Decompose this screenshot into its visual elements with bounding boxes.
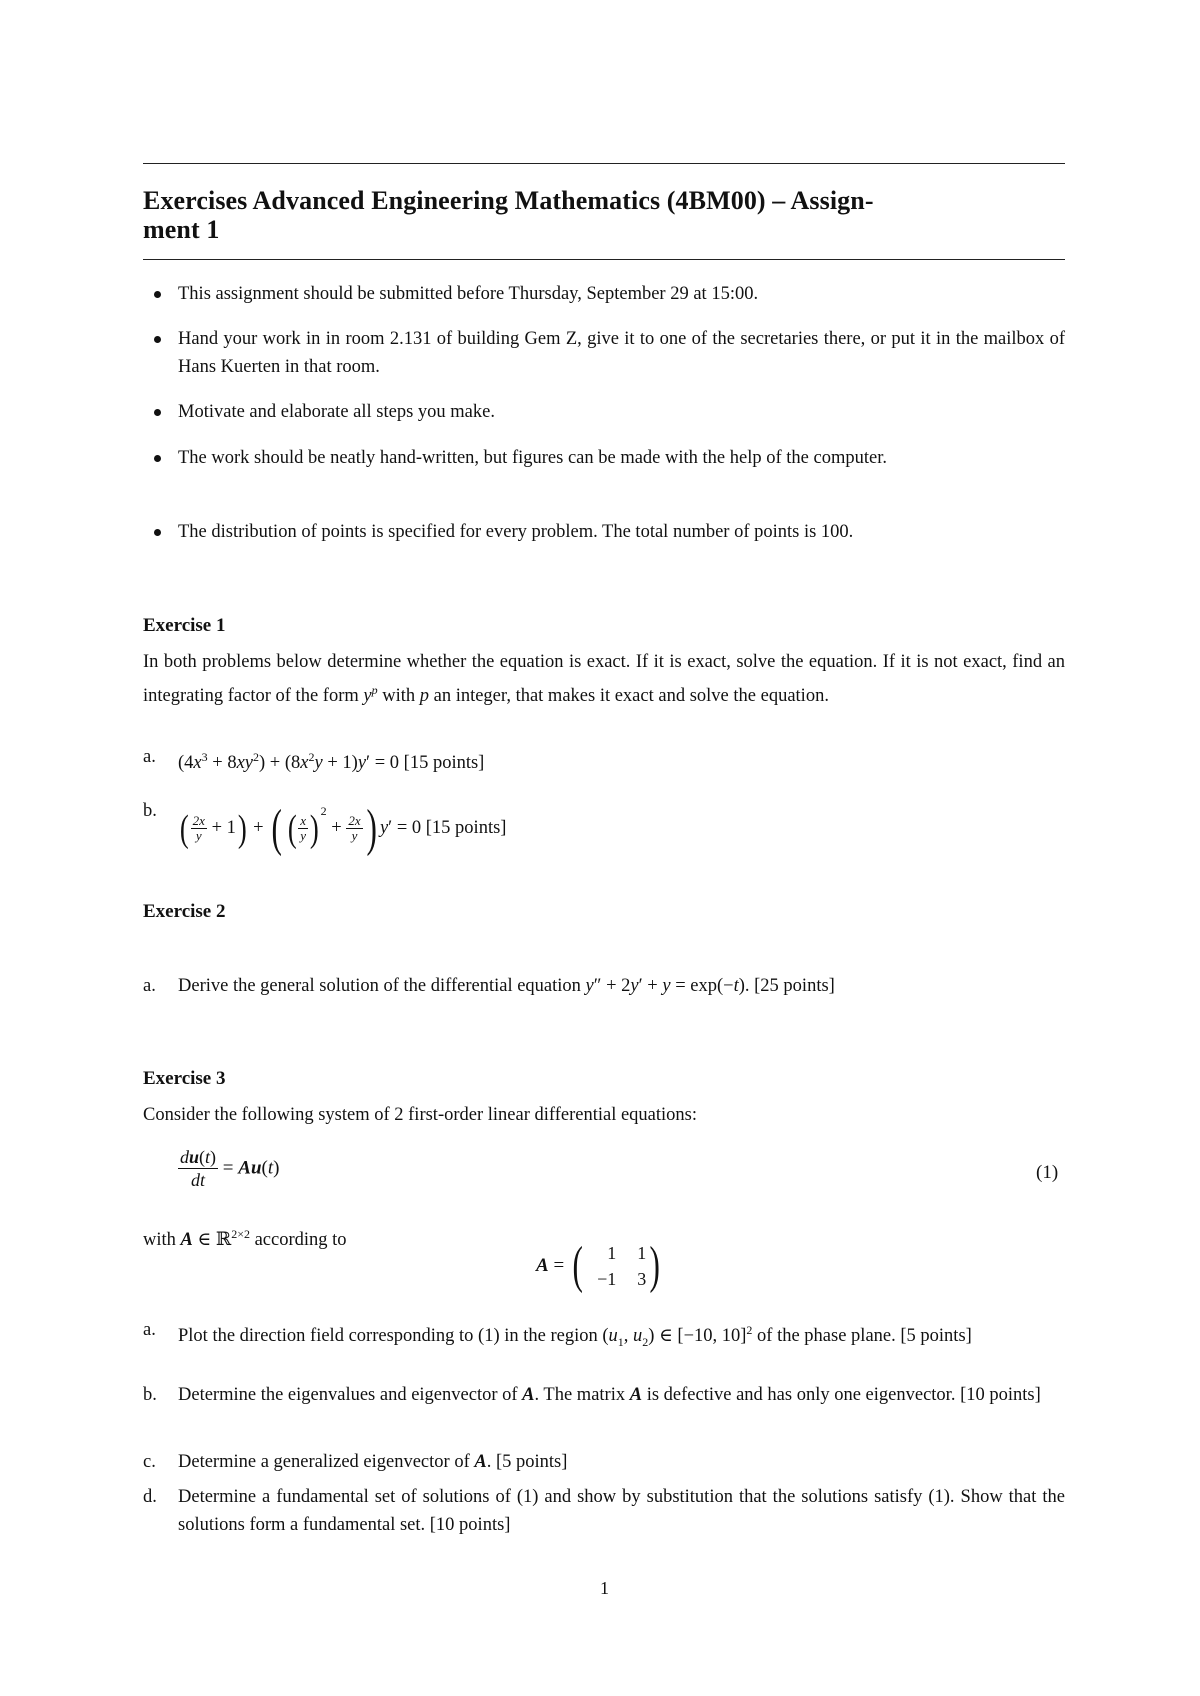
equation-1-system: $\frac{du(t)}{dt}$ = Au(t) [180,1147,280,1190]
exercise-1-intro: In both problems below determine whether the equation is exact. If it is exact, solve the equation. If it is not exact, find an integrating factor of the form $y^p$ with p an integer, that makes it exact and solve the equation. [143,652,1065,707]
equation-1b: ( $\frac{2x}{y}$ + 1) + ( ( $\frac{x}{y}$ ) $^2$ + $\frac{2x}{y}$ ) y′ = 0 [179,799,422,857]
bullet-icon [154,336,161,343]
title-bottom-rule [143,259,1065,260]
matrix-A: A = ( 1 1 −1 3 ) [536,1237,661,1294]
equation-number: (1) [1036,1162,1059,1183]
exercise-1-item-b: b. ( $\frac{2x}{y}$ + 1) + ( ( $\frac{x}{y}$ ) $^2$ + $\frac{2x}{y}$ ) y′ = 0 [15 points] [143,799,507,857]
exercise-1-heading: Exercise 1 [143,615,226,636]
instruction-item: Hand your work in in room 2.131 of building Gem Z, give it to one of the secretaries there, or put it in the mailbox of Hans Kuerten in that room. [178,325,1065,381]
equation-1a: $(4x^3 + 8xy^2) + (8x^2y + 1)y' = 0$ [178,750,400,774]
matrix-intro: with A ∈ ℝ$^{2\times 2}$ according to [143,1227,347,1251]
exercise-3-heading: Exercise 3 [143,1068,226,1089]
exercise-3-item-b: b. Determine the eigenvalues and eigenvector of A. The matrix A is defective and has only one eigenvector. [10 points] [143,1385,1041,1405]
bullet-icon [154,455,161,462]
equation-2a: y″ + 2y′ + y = exp(−t). [585,976,750,996]
bullet-icon [154,409,161,416]
title-line-1: Exercises Advanced Engineering Mathematics (4BM00) – Assign- [143,186,874,215]
exercise-2-item-a: a. Derive the general solution of the differential equation y″ + 2y′ + y = exp(−t). [25 points] [143,976,835,996]
instruction-item: The distribution of points is specified for every problem. The total number of points is 100. [178,518,1065,546]
exercise-3-item-c: c. Determine a generalized eigenvector of A. [5 points] [143,1452,568,1472]
instruction-item: The work should be neatly hand-written, but figures can be made with the help of the computer. [178,444,1065,472]
exercise-3-item-a: a. Plot the direction field corresponding to (1) in the region ($u_1$, $u_2$) ∈ [−10, 10]$^2$ of the phase plane. [5 points] [143,1320,972,1349]
top-rule [143,163,1065,164]
exercise-1-item-a: a. $(4x^3 + 8xy^2) + (8x^2y + 1)y' = 0$ [15 points] [143,747,485,774]
bullet-icon [154,529,161,536]
page-title [143,186,1065,244]
exercise-3-intro: Consider the following system of 2 first-order linear differential equations: [143,1105,698,1125]
exercise-2-heading: Exercise 2 [143,901,226,922]
instruction-item: This assignment should be submitted before Thursday, September 29 at 15:00. [178,280,1065,308]
exercise-3-item-d: d. Determine a fundamental set of solutions of (1) and show by substitution that the solutions satisfy (1). Show that the solutions form a fundamental set. [10 points] [143,1487,1065,1535]
title-line-2: ment 1 [143,215,220,244]
instruction-item: Motivate and elaborate all steps you make. [178,398,1065,426]
bullet-icon [154,291,161,298]
page-number: 1 [600,1578,609,1598]
